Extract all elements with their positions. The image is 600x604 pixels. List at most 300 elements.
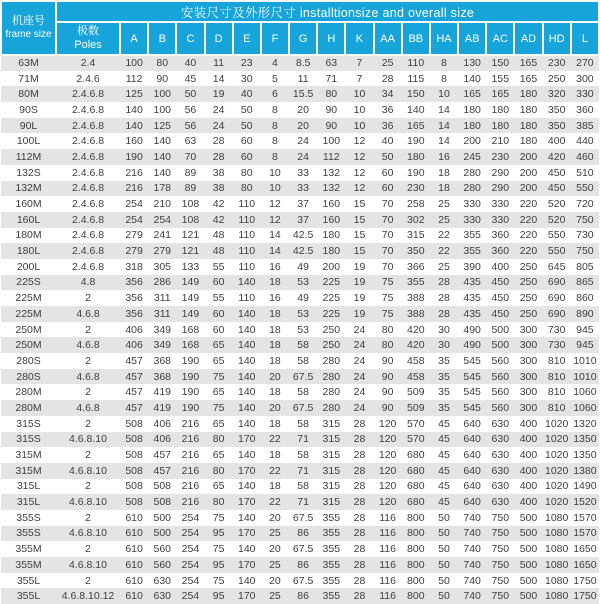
dimension-cell-AB: 640: [463, 433, 481, 446]
dimension-cell-H: 180: [322, 245, 341, 258]
dimension-cell-B: 500: [153, 511, 172, 524]
dimension-cell-BB: 800: [407, 511, 425, 524]
table-row: [1, 416, 599, 432]
dimension-cell-AA: 70: [381, 245, 394, 258]
frame-size-cell: 80M: [18, 88, 39, 101]
dimension-cell-L: 750: [576, 213, 594, 226]
dimension-cell-AB: 740: [463, 511, 481, 524]
dimension-cell-K: 24: [353, 354, 366, 367]
dimension-cell-L: 1570: [573, 527, 597, 540]
frame-size-cell: 355L: [16, 590, 41, 603]
dimension-cell-G: 67.5: [292, 370, 314, 383]
dimension-cell-E: 140: [238, 480, 256, 493]
dimension-cell-A: 610: [125, 574, 143, 587]
dimension-cell-HA: 50: [438, 574, 450, 587]
dimension-cell-AB: 545: [463, 386, 481, 399]
dimension-cell-AD: 250: [519, 276, 538, 289]
dimension-cell-AA: 90: [381, 370, 394, 383]
dimension-cell-K: 28: [353, 527, 366, 540]
dimension-cell-BB: 458: [407, 370, 425, 383]
dimension-cell-C: 216: [181, 433, 200, 446]
dimension-cell-L: 1350: [573, 433, 597, 446]
dimension-cell-HA: 50: [438, 511, 450, 524]
table-row: [1, 275, 599, 291]
dimension-cell-HA: 18: [438, 182, 450, 195]
dimension-cell-F: 16: [269, 292, 281, 305]
dimension-cell-BB: 190: [407, 166, 425, 179]
dimension-cell-AC: 500: [491, 339, 510, 352]
dimension-cell-D: 95: [212, 590, 225, 603]
frame-size-cell: 355L: [16, 574, 41, 587]
dimension-cell-C: 216: [181, 417, 200, 430]
dimension-cell-AB: 740: [463, 590, 481, 603]
dimension-cell-B: 349: [153, 323, 172, 336]
dimension-cell-BB: 420: [407, 323, 425, 336]
frame-size-cell: 200L: [16, 260, 41, 273]
dimension-cell-AD: 165: [519, 57, 538, 70]
dimension-cell-H: 90: [325, 103, 338, 116]
dimension-cell-HA: 28: [438, 276, 450, 289]
poles-cell: 2: [85, 323, 91, 336]
dimension-cell-E: 170: [238, 464, 256, 477]
dimension-cell-AD: 250: [519, 292, 538, 305]
dimension-cell-HA: 45: [438, 433, 450, 446]
dimension-cell-C: 168: [181, 323, 200, 336]
dimension-cell-HA: 35: [438, 354, 450, 367]
dimension-cell-HD: 1080: [544, 511, 569, 524]
dimension-cell-B: 241: [153, 229, 172, 242]
dimension-cell-F: 10: [269, 166, 281, 179]
dimension-cell-HA: 18: [438, 166, 450, 179]
dimension-cell-G: 67.5: [292, 511, 314, 524]
poles-cell: 2.4.6.8: [71, 260, 105, 273]
dimension-cell-F: 20: [269, 401, 281, 414]
dimension-cell-E: 140: [238, 354, 256, 367]
dimension-cell-D: 48: [212, 229, 225, 242]
dimension-cell-D: 24: [212, 103, 225, 116]
dimension-cell-E: 110: [238, 229, 256, 242]
column-header-HA: HA: [430, 22, 458, 55]
dimension-cell-AD: 200: [519, 166, 538, 179]
dimension-cell-AB: 180: [463, 119, 481, 132]
dimension-cell-D: 60: [212, 276, 225, 289]
dimension-cell-HD: 400: [547, 135, 566, 148]
dimension-cell-D: 75: [212, 543, 225, 556]
table-row: [1, 494, 599, 510]
dimension-cell-E: 23: [240, 57, 253, 70]
column-header-G: G: [289, 22, 317, 55]
dimension-cell-A: 254: [125, 213, 143, 226]
dimension-cell-B: 349: [153, 339, 172, 352]
dimension-cell-E: 170: [238, 433, 256, 446]
dimension-cell-A: 610: [125, 590, 143, 603]
dimension-cell-B: 311: [153, 307, 171, 320]
dimension-cell-F: 20: [269, 511, 281, 524]
dimension-cell-AB: 640: [463, 417, 481, 430]
dimension-cell-BB: 180: [407, 150, 425, 163]
dimension-cell-H: 180: [322, 229, 341, 242]
dimension-cell-H: 280: [322, 386, 341, 399]
poles-cell: 2.4: [80, 57, 96, 70]
dimension-cell-D: 65: [212, 480, 225, 493]
dimension-cell-H: 250: [322, 323, 341, 336]
dimension-cell-D: 95: [212, 558, 225, 571]
dimension-cell-B: 311: [153, 292, 171, 305]
dimension-cell-G: 15.5: [292, 88, 314, 101]
column-header-AC: AC: [486, 22, 514, 55]
dimension-cell-A: 140: [125, 103, 143, 116]
frame-size-header-zh: 机座号: [12, 14, 45, 27]
dimension-cell-H: 225: [322, 276, 341, 289]
dimension-cell-G: 8.5: [295, 57, 311, 70]
dimension-cell-H: 63: [325, 57, 338, 70]
dimension-cell-D: 60: [212, 323, 225, 336]
dimension-cell-H: 355: [322, 511, 341, 524]
dimension-cell-BB: 258: [407, 198, 425, 211]
dimension-cell-AA: 90: [381, 401, 394, 414]
dimension-cell-B: 305: [153, 260, 172, 273]
dimension-cell-AB: 640: [463, 464, 481, 477]
dimension-cell-AC: 165: [491, 88, 510, 101]
dimension-cell-K: 28: [353, 449, 366, 462]
table-row: [1, 384, 599, 400]
dimension-cell-C: 149: [181, 307, 200, 320]
dimension-cell-K: 7: [356, 72, 363, 85]
table-row: [1, 259, 599, 275]
dimension-cell-HA: 45: [438, 496, 450, 509]
table-row: [1, 181, 599, 197]
dimension-cell-AC: 210: [491, 135, 510, 148]
dimension-cell-A: 140: [125, 119, 143, 132]
dimension-cell-G: 20: [297, 103, 309, 116]
table-row: [1, 228, 599, 244]
poles-header: [56, 22, 120, 55]
column-header-AB: AB: [458, 22, 486, 55]
dimension-cell-AA: 120: [378, 464, 397, 477]
dimension-cell-AD: 500: [519, 574, 538, 587]
dimension-cell-AB: 740: [463, 527, 481, 540]
dimension-cell-K: 28: [353, 417, 366, 430]
dimension-cell-G: 49: [297, 260, 309, 273]
dimension-cell-F: 18: [269, 276, 281, 289]
dimension-cell-B: 368: [153, 354, 172, 367]
dimension-cell-AA: 36: [381, 103, 394, 116]
dimension-cell-L: 360: [576, 103, 594, 116]
column-header-L: L: [571, 22, 599, 55]
dimension-cell-AB: 140: [463, 72, 481, 85]
dimension-cell-C: 40: [184, 57, 197, 70]
dimension-cell-L: 730: [576, 229, 594, 242]
dimension-cell-AA: 120: [378, 496, 397, 509]
poles-cell: 4.6.8: [76, 339, 100, 352]
dimension-cell-D: 42: [212, 198, 225, 211]
dimension-cell-HD: 520: [547, 213, 566, 226]
dimension-cell-G: 37: [297, 198, 309, 211]
dimension-cell-C: 216: [181, 496, 200, 509]
table-row: [1, 102, 599, 118]
dimension-cell-HD: 450: [547, 166, 566, 179]
table-row: [1, 432, 599, 448]
dimension-cell-HA: 50: [438, 590, 450, 603]
dimension-cell-AB: 200: [463, 135, 481, 148]
dimension-cell-AA: 50: [381, 150, 394, 163]
dimension-cell-B: 419: [153, 386, 172, 399]
dimension-cell-AA: 80: [381, 339, 394, 352]
dimension-cell-K: 10: [353, 103, 366, 116]
dimension-cell-HD: 645: [547, 260, 566, 273]
dimension-cell-AC: 560: [491, 401, 510, 414]
dimension-cell-E: 110: [238, 198, 256, 211]
table-row: [1, 526, 599, 542]
dimension-cell-E: 140: [238, 323, 256, 336]
dimension-cell-H: 250: [322, 339, 341, 352]
dimension-cell-K: 28: [353, 511, 366, 524]
dimension-cell-AD: 300: [519, 323, 538, 336]
dimension-cell-A: 610: [125, 511, 143, 524]
dimension-cell-K: 15: [353, 245, 366, 258]
dimension-cell-F: 18: [269, 480, 281, 493]
dimension-cell-BB: 509: [407, 401, 425, 414]
dimension-cell-A: 508: [125, 449, 143, 462]
frame-size-cell: 355M: [15, 543, 42, 556]
dimension-cell-G: 58: [297, 449, 309, 462]
dimension-cell-AA: 60: [381, 182, 394, 195]
dimension-cell-HD: 810: [547, 386, 566, 399]
dimension-cell-AC: 630: [491, 496, 510, 509]
dimension-cell-C: 254: [181, 527, 200, 540]
dimension-cell-H: 225: [322, 292, 341, 305]
table-row: [1, 541, 599, 557]
dimension-cell-AB: 180: [463, 103, 481, 116]
column-header-A: A: [120, 22, 148, 55]
dimension-cell-B: 630: [153, 574, 172, 587]
dimension-cell-AC: 630: [491, 417, 510, 430]
dimension-cell-E: 140: [238, 543, 256, 556]
column-header-E: E: [233, 22, 261, 55]
dimension-cell-A: 406: [125, 339, 143, 352]
dimension-cell-E: 80: [240, 166, 253, 179]
table-row: [1, 55, 599, 71]
dimension-cell-D: 75: [212, 574, 225, 587]
dimension-cell-L: 1010: [573, 370, 597, 383]
dimension-cell-E: 40: [240, 88, 253, 101]
dimension-cell-AC: 360: [491, 245, 510, 258]
dimension-cell-D: 28: [212, 135, 225, 148]
dimension-cell-H: 355: [322, 574, 341, 587]
dimension-cell-D: 95: [212, 527, 225, 540]
dimension-cell-H: 200: [322, 260, 341, 273]
dimension-cell-L: 865: [576, 276, 594, 289]
dimension-cell-AC: 750: [491, 527, 510, 540]
dimension-cell-L: 1650: [573, 543, 597, 556]
dimension-cell-G: 42.5: [292, 229, 314, 242]
dimension-cell-AA: 116: [379, 558, 396, 571]
dimension-cell-AD: 180: [519, 103, 538, 116]
dimension-cell-HD: 520: [547, 198, 566, 211]
dimension-cell-F: 18: [269, 307, 281, 320]
dimension-cell-C: 70: [184, 150, 197, 163]
dimension-cell-AD: 165: [519, 72, 538, 85]
dimension-cell-E: 60: [240, 135, 253, 148]
dimension-cell-AB: 435: [463, 276, 481, 289]
dimension-cell-G: 33: [297, 166, 309, 179]
dimension-cell-D: 14: [212, 72, 225, 85]
dimension-cell-AC: 330: [491, 198, 510, 211]
dimension-cell-F: 18: [269, 339, 281, 352]
dimension-cell-F: 6: [272, 88, 278, 101]
dimension-cell-AD: 400: [519, 433, 538, 446]
dimension-cell-C: 190: [181, 370, 200, 383]
dimension-cell-B: 90: [156, 72, 169, 85]
dimension-cell-K: 28: [353, 590, 366, 603]
dimension-cell-HA: 30: [438, 323, 450, 336]
dimension-cell-AD: 500: [519, 590, 538, 603]
dimension-cell-BB: 420: [407, 339, 425, 352]
poles-cell: 2: [85, 543, 91, 556]
dimension-cell-H: 160: [322, 198, 341, 211]
dimension-cell-AA: 120: [378, 433, 397, 446]
dimension-cell-B: 406: [153, 433, 172, 446]
table-row: [1, 322, 599, 338]
dimension-cell-F: 8: [272, 103, 278, 116]
dimension-cell-D: 65: [212, 339, 225, 352]
dimension-cell-C: 133: [181, 260, 200, 273]
dimension-cell-E: 140: [238, 339, 256, 352]
dimension-cell-G: 86: [297, 558, 309, 571]
dimension-cell-HA: 45: [438, 480, 450, 493]
poles-cell: 4.6.8.10: [69, 464, 107, 477]
table-row: [1, 306, 599, 322]
dimension-cell-F: 10: [269, 182, 281, 195]
dimension-cell-K: 19: [353, 276, 366, 289]
dimension-cell-HD: 1020: [544, 433, 569, 446]
poles-cell: 4.6.8: [76, 307, 100, 320]
dimension-cell-AA: 75: [381, 276, 394, 289]
dimension-cell-K: 28: [353, 464, 366, 477]
dimension-cell-AA: 75: [381, 292, 394, 305]
dimension-cell-A: 100: [125, 57, 143, 70]
dimension-cell-H: 100: [322, 135, 341, 148]
dimension-cell-AA: 70: [381, 213, 394, 226]
dimension-cell-BB: 355: [407, 276, 425, 289]
dimension-cell-K: 24: [353, 339, 366, 352]
dimension-cell-K: 28: [353, 543, 366, 556]
dimension-cell-BB: 570: [407, 433, 425, 446]
dimension-cell-HD: 810: [547, 401, 566, 414]
dimension-cell-AB: 640: [463, 480, 481, 493]
dimension-cell-AD: 300: [519, 370, 538, 383]
dimension-cell-A: 190: [125, 150, 143, 163]
dimension-cell-AD: 400: [519, 464, 538, 477]
dimension-cell-L: 945: [576, 323, 594, 336]
dimension-cell-B: 100: [153, 103, 172, 116]
dimension-cell-E: 60: [240, 150, 253, 163]
dimension-cell-K: 12: [353, 150, 366, 163]
dimension-cell-K: 28: [353, 480, 366, 493]
dimension-cell-AC: 450: [491, 292, 510, 305]
dimension-cell-A: 457: [125, 370, 143, 383]
dimension-cell-C: 108: [181, 213, 200, 226]
dimension-cell-AD: 180: [519, 135, 538, 148]
dimension-cell-G: 37: [297, 213, 309, 226]
dimension-cell-D: 65: [212, 449, 225, 462]
dimension-cell-AA: 116: [379, 527, 396, 540]
dimension-cell-AB: 740: [463, 574, 481, 587]
dimension-cell-F: 4: [272, 57, 278, 70]
dimension-cell-B: 419: [153, 401, 172, 414]
column-header-C: C: [176, 22, 204, 55]
dimension-cell-AD: 500: [519, 511, 538, 524]
dimension-cell-D: 19: [212, 88, 225, 101]
dimension-cell-C: 50: [184, 88, 197, 101]
dimension-cell-B: 560: [153, 558, 172, 571]
dimension-cell-K: 24: [353, 401, 366, 414]
dimension-cell-D: 65: [212, 386, 225, 399]
dimension-cell-G: 67.5: [292, 543, 314, 556]
dimension-cell-L: 1060: [573, 386, 597, 399]
dimension-cell-D: 75: [212, 370, 225, 383]
frame-size-cell: 180M: [15, 229, 42, 242]
dimension-cell-L: 300: [576, 72, 594, 85]
dimension-cell-E: 140: [238, 401, 256, 414]
dimension-cell-B: 178: [153, 182, 172, 195]
dimension-cell-G: 24: [297, 135, 309, 148]
frame-size-cell: 315M: [15, 464, 42, 477]
dimension-cell-AB: 130: [463, 57, 481, 70]
dimension-cell-L: 1320: [573, 417, 597, 430]
dimension-cell-D: 38: [212, 182, 225, 195]
column-header-AD: AD: [514, 22, 542, 55]
dimension-cell-E: 110: [238, 292, 256, 305]
dimension-cell-E: 140: [238, 386, 256, 399]
dimension-cell-HD: 1080: [544, 574, 569, 587]
dimension-cell-AA: 25: [381, 57, 394, 70]
dimension-cell-C: 254: [181, 558, 200, 571]
dimension-cell-AD: 400: [519, 480, 538, 493]
dimension-cell-C: 89: [184, 166, 197, 179]
dimension-cell-AC: 560: [491, 354, 510, 367]
dimension-cell-H: 71: [325, 72, 338, 85]
dimension-cell-F: 25: [269, 527, 281, 540]
dimension-cell-H: 132: [322, 182, 341, 195]
dimension-cell-HA: 35: [438, 386, 450, 399]
dimension-cell-H: 315: [322, 417, 341, 430]
dimension-cell-AC: 750: [491, 590, 510, 603]
dimension-cell-E: 170: [238, 590, 256, 603]
dimension-cell-A: 216: [125, 166, 143, 179]
dimension-cell-C: 254: [181, 574, 200, 587]
dimension-cell-AA: 36: [381, 119, 394, 132]
table-row: [1, 243, 599, 259]
dimension-cell-HA: 28: [438, 307, 450, 320]
dimension-cell-G: 53: [297, 323, 309, 336]
frame-size-cell: 280S: [16, 370, 41, 383]
dimension-cell-BB: 570: [407, 417, 425, 430]
dimension-cell-HA: 45: [438, 449, 450, 462]
dimension-cell-AA: 116: [379, 590, 396, 603]
dimension-cell-AB: 640: [463, 449, 481, 462]
dimension-cell-HD: 1020: [544, 417, 569, 430]
dimension-cell-C: 89: [184, 182, 197, 195]
dimension-cell-G: 58: [297, 417, 309, 430]
dimension-cell-L: 945: [576, 339, 594, 352]
dimension-cell-HD: 690: [547, 307, 566, 320]
dimension-cell-A: 112: [125, 72, 143, 85]
dimension-cell-G: 42.5: [292, 245, 314, 258]
dimension-cell-F: 20: [269, 543, 281, 556]
table-row: [1, 212, 599, 228]
dimension-cell-AA: 70: [381, 198, 394, 211]
